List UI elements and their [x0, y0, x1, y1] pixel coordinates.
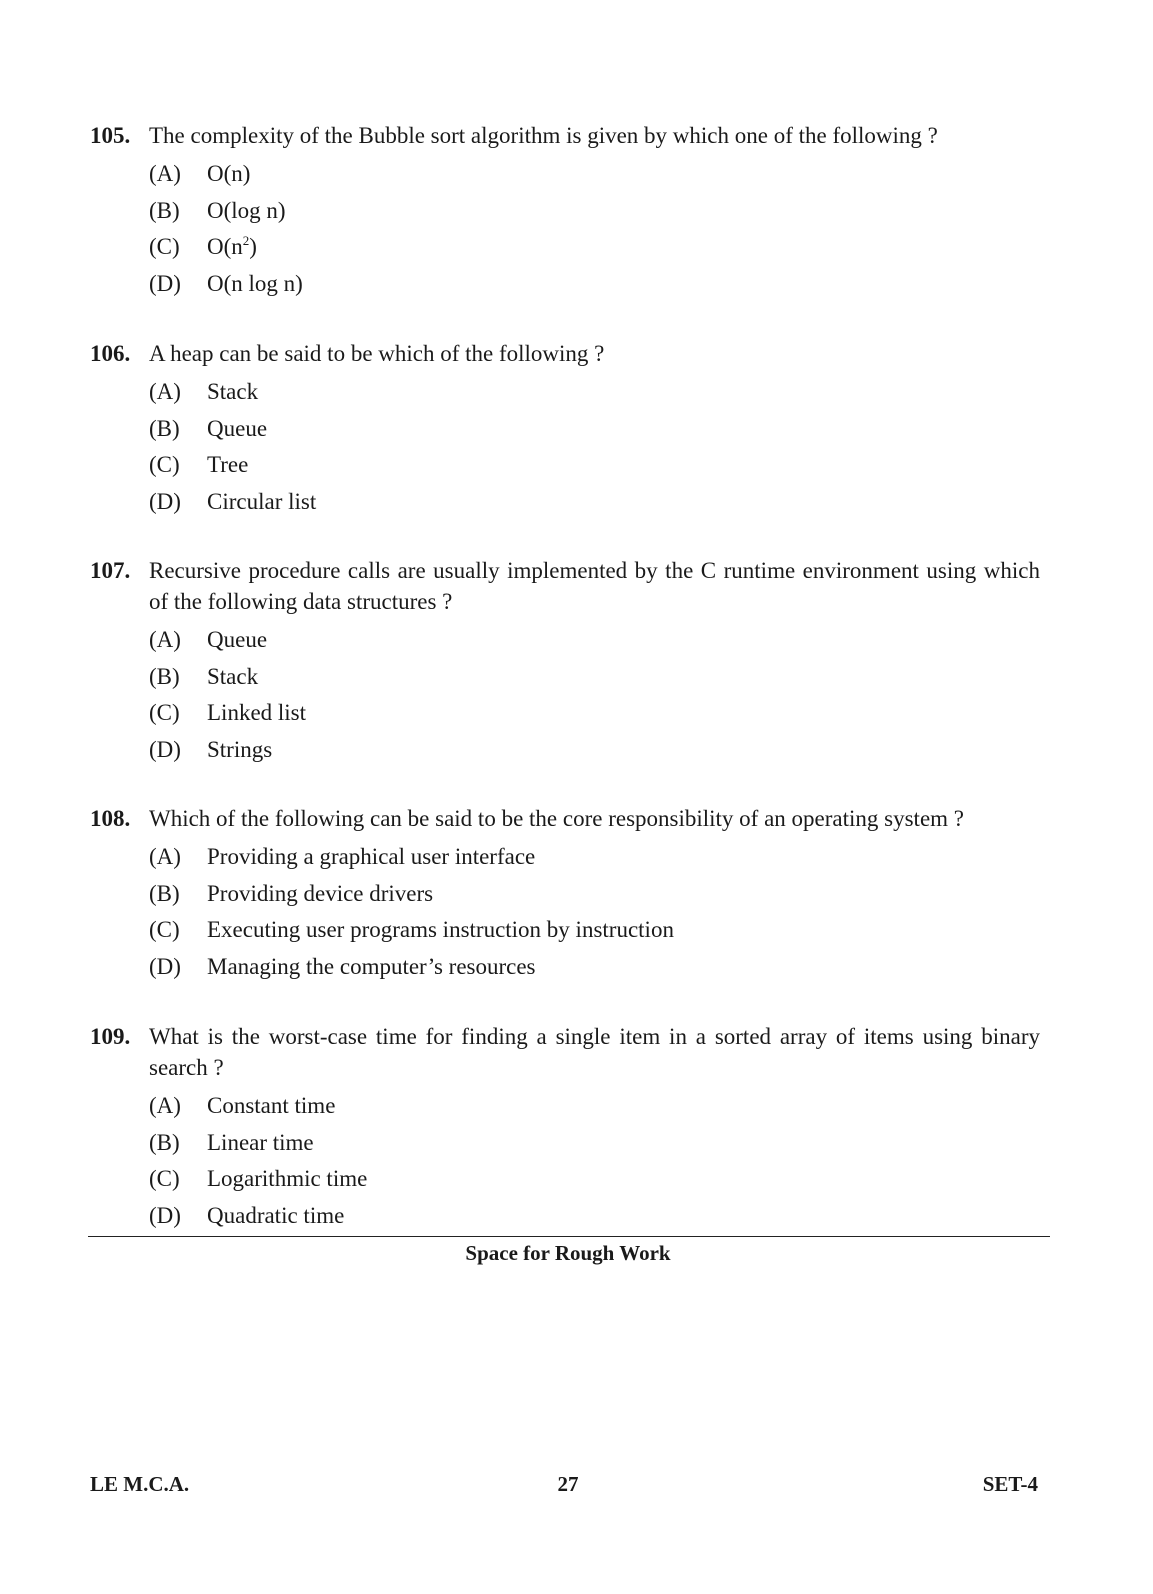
- option-list: [90, 156, 1040, 302]
- option-text: Logarithmic time: [207, 1166, 368, 1191]
- option-list: [90, 1088, 1040, 1234]
- option-superscript: 2: [242, 233, 250, 248]
- option-text: O(n): [207, 161, 251, 186]
- option-text: Constant time: [207, 1093, 336, 1118]
- option-letter: (B): [149, 197, 180, 223]
- question-stem: [90, 338, 1040, 369]
- option-letter: (D): [149, 953, 181, 979]
- footer-set-code: SET-4: [982, 1472, 1038, 1496]
- option-letter: (D): [149, 488, 181, 514]
- option-c: [149, 695, 1040, 732]
- question-text: Which of the following can be said to be the core responsibility of an operating system ?: [149, 806, 964, 831]
- question-105: [90, 120, 1040, 302]
- option-letter: (A): [149, 161, 181, 186]
- option-c: [149, 229, 1040, 266]
- option-text: Queue: [207, 415, 268, 441]
- option-d: [149, 1198, 1040, 1235]
- option-text: Linear time: [207, 1129, 314, 1155]
- question-number: 107.: [90, 558, 131, 583]
- option-a: [149, 374, 1040, 411]
- option-text: Providing a graphical user interface: [207, 844, 536, 869]
- option-c: [149, 912, 1040, 949]
- question-107: [90, 555, 1040, 768]
- option-text: O(n log n): [207, 270, 303, 296]
- option-b: [149, 1125, 1040, 1162]
- option-text: Stack: [207, 663, 259, 689]
- question-number: 109.: [90, 1024, 131, 1049]
- question-text: A heap can be said to be which of the following ?: [149, 341, 605, 366]
- option-a: [149, 156, 1040, 193]
- option-text: Queue: [207, 627, 268, 652]
- option-text: Circular list: [207, 488, 317, 514]
- option-letter: (B): [149, 1129, 180, 1155]
- option-text: Managing the computer’s resources: [207, 953, 536, 979]
- question-stem: [90, 555, 1040, 617]
- question-109: [90, 1021, 1040, 1234]
- option-letter: (D): [149, 736, 181, 762]
- option-a: [149, 1088, 1040, 1125]
- option-letter: (B): [149, 415, 180, 441]
- divider-line: [88, 1236, 1050, 1237]
- option-text: Linked list: [207, 700, 307, 725]
- option-b: [149, 876, 1040, 913]
- question-number: 105.: [90, 123, 131, 148]
- question-stem: [90, 120, 1040, 151]
- option-d: [149, 949, 1040, 986]
- option-text: Strings: [207, 736, 273, 762]
- option-text: O(log n): [207, 197, 286, 223]
- option-letter: (C): [149, 917, 180, 942]
- question-text: Recursive procedure calls are usually implemented by the C runtime environment using which of the following data structures ?: [149, 558, 1040, 614]
- option-list: [90, 374, 1040, 520]
- option-d: [149, 484, 1040, 521]
- option-b: [149, 193, 1040, 230]
- option-d: [149, 266, 1040, 303]
- option-text: Providing device drivers: [207, 880, 434, 906]
- option-d: [149, 732, 1040, 769]
- option-letter: (C): [149, 452, 180, 477]
- question-number: 106.: [90, 341, 131, 366]
- option-list: [90, 622, 1040, 768]
- option-a: [149, 839, 1040, 876]
- option-b: [149, 659, 1040, 696]
- question-108: [90, 803, 1040, 985]
- question-stem: [90, 803, 1040, 834]
- option-letter: (B): [149, 880, 180, 906]
- option-letter: (D): [149, 1202, 181, 1228]
- option-letter: (C): [149, 1166, 180, 1191]
- option-letter: (A): [149, 1093, 181, 1118]
- option-b: [149, 411, 1040, 448]
- option-a: [149, 622, 1040, 659]
- option-letter: (A): [149, 844, 181, 869]
- question-text: What is the worst-case time for finding a single item in a sorted array of items using binary search ?: [149, 1024, 1040, 1080]
- question-number: 108.: [90, 806, 131, 831]
- footer-exam-name: LE M.C.A.: [90, 1472, 190, 1496]
- option-text: O(n: [207, 234, 243, 259]
- option-text-after: ): [249, 234, 257, 259]
- page-number: 27: [557, 1472, 579, 1496]
- option-list: [90, 839, 1040, 985]
- option-c: [149, 1161, 1040, 1198]
- rough-work-heading: Space for Rough Work: [465, 1241, 671, 1265]
- question-text: The complexity of the Bubble sort algorithm is given by which one of the following ?: [149, 123, 938, 148]
- option-c: [149, 447, 1040, 484]
- option-letter: (A): [149, 379, 181, 404]
- question-106: [90, 338, 1040, 520]
- option-text: Stack: [207, 379, 259, 404]
- option-letter: (B): [149, 663, 180, 689]
- option-letter: (D): [149, 270, 181, 296]
- option-text: Executing user programs instruction by instruction: [207, 917, 674, 942]
- option-letter: (A): [149, 627, 181, 652]
- option-letter: (C): [149, 234, 180, 259]
- option-letter: (C): [149, 700, 180, 725]
- option-text: Tree: [207, 452, 249, 477]
- question-stem: [90, 1021, 1040, 1083]
- option-text: Quadratic time: [207, 1202, 345, 1228]
